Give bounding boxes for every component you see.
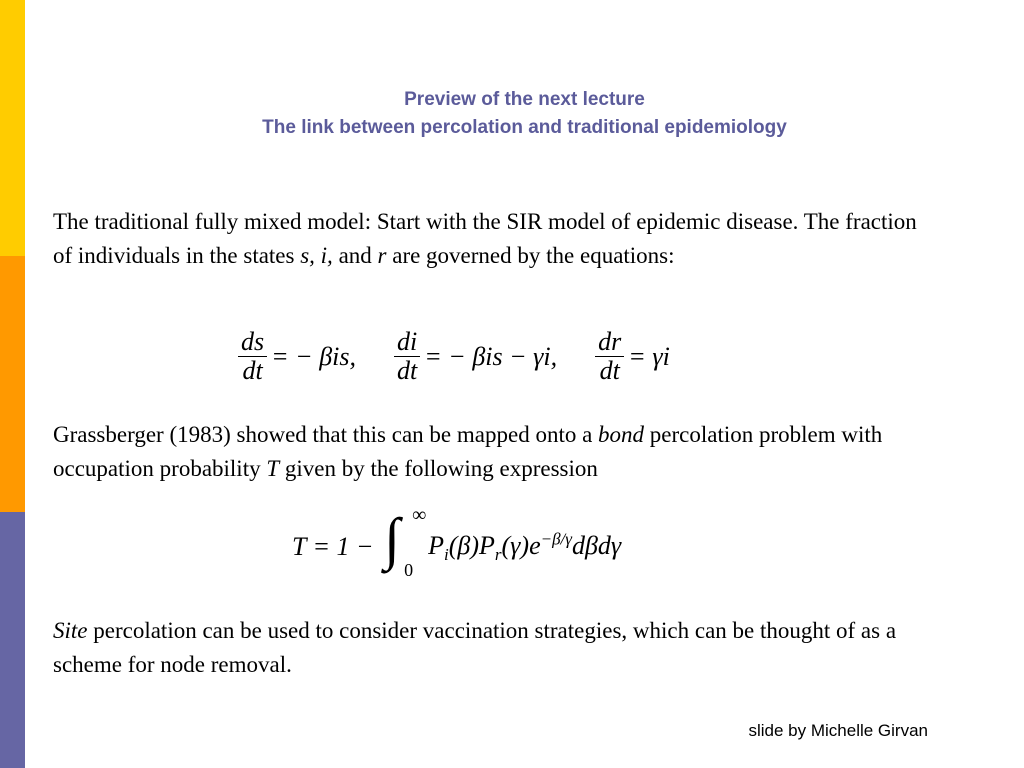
- t-lhs: T = 1 −: [292, 532, 374, 561]
- percolation-equation: [290, 504, 623, 582]
- ds-dt-fraction: [238, 328, 267, 385]
- integral-sign: [382, 504, 427, 582]
- dr-rhs: = γi: [628, 341, 670, 371]
- paragraph1-text1: The traditional fully mixed model: Start with the SIR model of epidemic disease. The fraction of individuals in the states: [53, 209, 917, 268]
- integral-upper-limit: ∞: [412, 504, 427, 526]
- paragraph1-em1: s, i,: [300, 243, 333, 268]
- exp-power: −β/γ: [540, 529, 572, 549]
- differentials: dβdγ: [571, 530, 622, 560]
- p2-symbol: P: [478, 530, 495, 560]
- sir-equations: [236, 328, 672, 385]
- decorative-sidebar: [0, 0, 25, 768]
- exp-base: e: [529, 530, 541, 560]
- di-numerator: di: [394, 328, 420, 357]
- integrand: [426, 529, 623, 564]
- di-rhs: = − βis − γi,: [424, 341, 558, 371]
- paragraph3-em1: Site: [53, 618, 88, 643]
- dr-denominator: dt: [599, 356, 620, 385]
- title-line-2: The link between percolation and traditional epidemiology: [262, 117, 787, 138]
- paragraph-site-percolation: [53, 614, 933, 682]
- sidebar-orange-segment: [0, 256, 25, 512]
- slide-title: [25, 86, 1024, 142]
- paragraph-sir-model: [53, 205, 933, 273]
- paragraph1-em2: r: [377, 243, 387, 268]
- integral-lower-limit: 0: [404, 560, 414, 580]
- title-line-1: Preview of the next lecture: [404, 89, 645, 110]
- ds-numerator: ds: [238, 328, 267, 357]
- sidebar-yellow-segment: [0, 0, 25, 256]
- dr-numerator: dr: [595, 328, 624, 357]
- p-subscript-r: r: [494, 544, 502, 564]
- paragraph2-em1: bond: [598, 422, 645, 447]
- paragraph2-text1: Grassberger (1983) showed that this can be mapped onto a: [53, 422, 599, 447]
- paragraph2-text2: percolation problem with occupation probability: [53, 422, 883, 481]
- ds-rhs: = − βis,: [271, 341, 357, 371]
- p-subscript-i: i: [443, 544, 449, 564]
- dr-dt-fraction: [595, 328, 624, 385]
- paragraph-grassberger: [53, 418, 933, 486]
- sidebar-purple-segment: [0, 512, 25, 768]
- paragraph1-text2: and: [332, 243, 378, 268]
- integral-symbol: ∫: [384, 506, 400, 571]
- paragraph2-em2: T: [266, 456, 280, 481]
- paragraph3-text1: percolation can be used to consider vaccination strategies, which can be thought of as a scheme for node removal.: [53, 618, 897, 677]
- ds-denominator: dt: [242, 356, 263, 385]
- p-arg-beta: (β): [448, 530, 479, 560]
- di-dt-fraction: [394, 328, 420, 385]
- paragraph1-text3: are governed by the equations:: [386, 243, 675, 268]
- p-arg-gamma: (γ): [501, 530, 530, 560]
- paragraph2-text3: given by the following expression: [279, 456, 598, 481]
- slide-credit: slide by Michelle Girvan: [748, 721, 928, 740]
- p-symbol: P: [428, 530, 444, 560]
- di-denominator: dt: [397, 356, 418, 385]
